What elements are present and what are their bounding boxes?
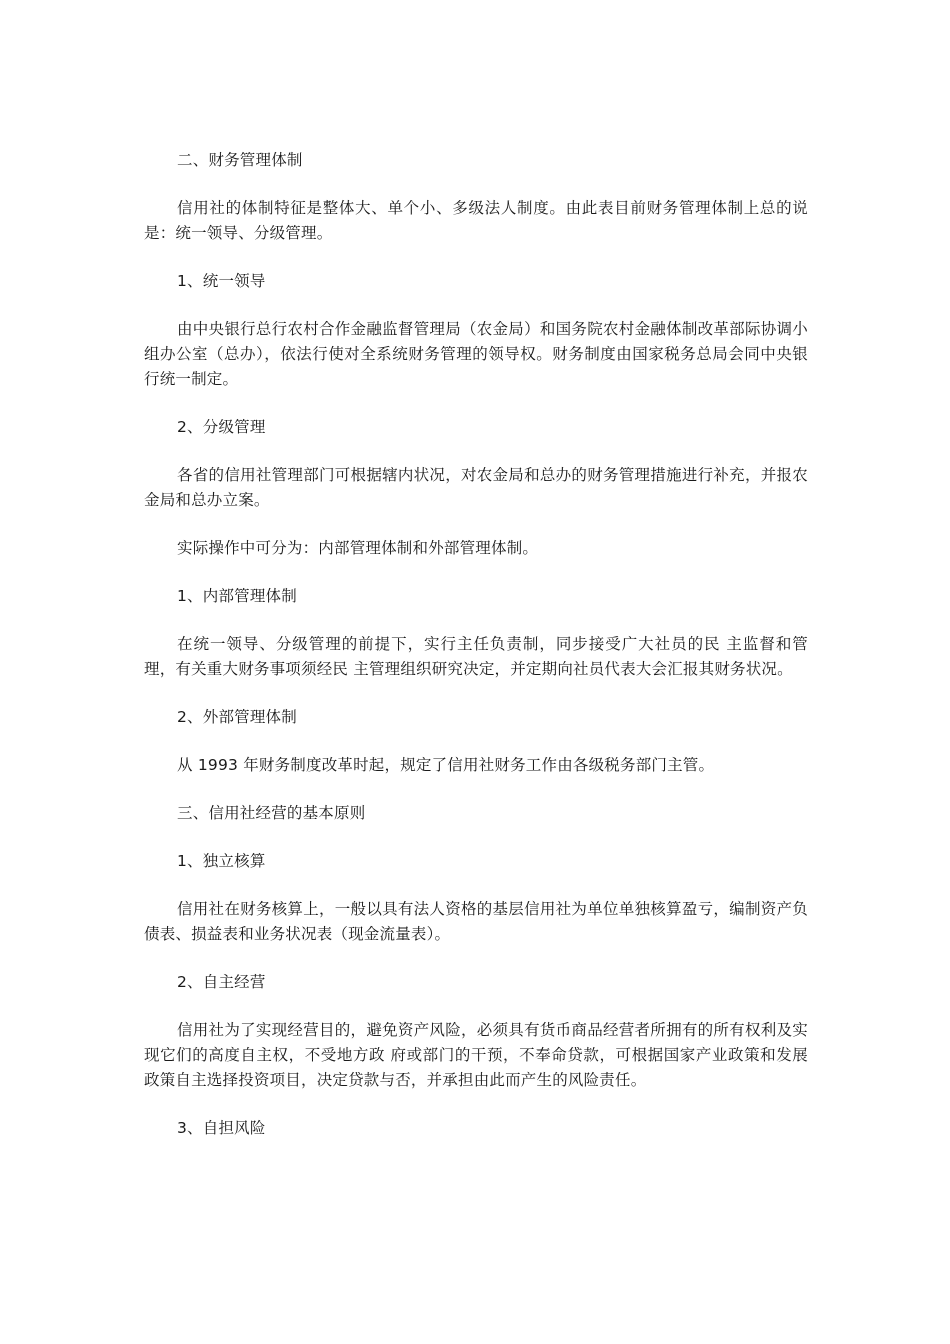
subsection-heading: 2、自主经营 — [177, 973, 266, 991]
body-paragraph: 信用社在财务核算上，一般以具有法人资格的基层信用社为单位单独核算盈亏，编制资产负债表、损益表和业务状况表（现金流量表）。 — [144, 900, 808, 943]
body-paragraph: 在统一领导、分级管理的前提下，实行主任负责制，同步接受广大社员的民 主监督和管理，有关重大财务事项须经民 主管理组织研究决定，并定期向社员代表大会汇报其财务状况。 — [144, 635, 808, 678]
body-paragraph: 实际操作中可分为：内部管理体制和外部管理体制。 — [177, 539, 539, 557]
subsection-heading: 2、分级管理 — [177, 418, 266, 436]
body-paragraph: 从 1993 年财务制度改革时起，规定了信用社财务工作由各级税务部门主管。 — [177, 756, 715, 774]
document-body — [144, 148, 808, 1164]
section-heading: 三、信用社经营的基本原则 — [177, 804, 366, 822]
subsection-heading: 2、外部管理体制 — [177, 708, 297, 726]
body-paragraph: 各省的信用社管理部门可根据辖内状况，对农金局和总办的财务管理措施进行补充，并报农金局和总办立案。 — [144, 466, 808, 509]
body-paragraph: 信用社的体制特征是整体大、单个小、多级法人制度。由此表目前财务管理体制上总的说是：统一领导、分级管理。 — [144, 199, 808, 242]
subsection-heading: 1、统一领导 — [177, 272, 266, 290]
subsection-heading: 3、自担风险 — [177, 1119, 266, 1137]
section-heading: 二、财务管理体制 — [177, 151, 303, 169]
subsection-heading: 1、内部管理体制 — [177, 587, 297, 605]
body-paragraph: 信用社为了实现经营目的，避免资产风险，必须具有货币商品经营者所拥有的所有权利及实现它们的高度自主权，不受地方政 府或部门的干预，不奉命贷款，可根据国家产业政策和发展政策自主选择投资项目，决定贷款与否，并承担由此而产生的风险责任。 — [144, 1021, 808, 1089]
body-paragraph: 由中央银行总行农村合作金融监督管理局（农金局）和国务院农村金融体制改革部际协调小组办公室（总办），依法行使对全系统财务管理的领导权。财务制度由国家税务总局会同中央银行统一制定。 — [144, 320, 808, 388]
subsection-heading: 1、独立核算 — [177, 852, 266, 870]
